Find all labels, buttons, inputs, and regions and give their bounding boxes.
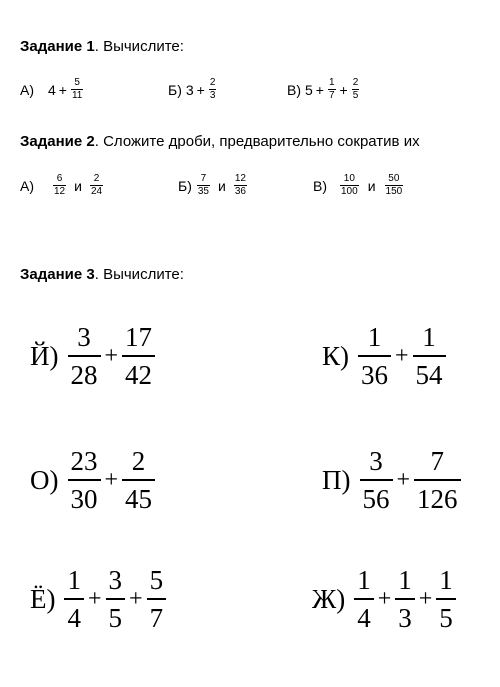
denominator: 5 <box>108 603 123 634</box>
fraction-bar <box>147 598 167 600</box>
numerator: 3 <box>77 322 91 352</box>
plus-sign: + <box>129 585 143 612</box>
item-label: А) <box>20 81 34 98</box>
whole-number: 5 <box>305 81 313 98</box>
fraction <box>354 566 374 633</box>
fraction-bar <box>413 355 446 357</box>
numerator: 6 <box>56 173 63 184</box>
fraction <box>209 78 217 101</box>
numerator: 10 <box>343 173 355 184</box>
numerator: 1 <box>357 565 371 595</box>
task3-title-bold: Задание 3 <box>20 266 95 283</box>
fraction <box>122 447 155 514</box>
fraction <box>414 447 461 514</box>
denominator: 11 <box>71 90 83 101</box>
numerator: 23 <box>70 446 98 476</box>
numerator: 3 <box>369 446 383 476</box>
whole-number: 3 <box>185 81 194 98</box>
task2-title <box>20 133 420 150</box>
numerator: 5 <box>74 77 80 88</box>
task2-item-v <box>313 174 404 197</box>
plus-sign: + <box>395 342 409 369</box>
denominator: 35 <box>197 186 209 197</box>
numerator: 1 <box>439 565 453 595</box>
fraction-bar <box>436 598 456 600</box>
plus-sign: + <box>87 585 102 612</box>
numerator: 1 <box>367 322 382 352</box>
numerator: 7 <box>200 173 207 184</box>
fraction-bar <box>354 598 374 600</box>
conjunction: и <box>74 177 82 194</box>
fraction <box>358 323 391 390</box>
denominator: 3 <box>398 603 412 634</box>
fraction <box>68 447 101 514</box>
denominator: 126 <box>417 484 458 515</box>
fraction-bar <box>106 598 126 600</box>
task3-item-p <box>322 447 462 514</box>
fraction <box>147 566 167 633</box>
denominator: 30 <box>70 484 98 515</box>
fraction <box>413 323 446 390</box>
task3-item-i <box>30 323 156 390</box>
denominator: 36 <box>361 360 388 391</box>
fraction-bar <box>64 598 84 600</box>
plus-sign: + <box>418 585 433 612</box>
fraction <box>436 566 456 633</box>
fraction-bar <box>68 479 101 481</box>
plus-sign: + <box>104 466 119 493</box>
task1-item-a <box>20 78 84 101</box>
plus-sign: + <box>196 81 205 98</box>
plus-sign: + <box>377 585 392 612</box>
plus-sign: + <box>339 81 348 98</box>
numerator: 2 <box>93 173 100 184</box>
item-label: К) <box>322 340 349 371</box>
item-label: П) <box>322 464 351 495</box>
denominator: 5 <box>352 90 359 101</box>
denominator: 7 <box>328 90 335 101</box>
numerator: 3 <box>108 565 123 595</box>
fraction <box>340 174 359 197</box>
fraction <box>395 566 415 633</box>
fraction-bar <box>395 598 415 600</box>
task2-item-b <box>178 174 248 197</box>
denominator: 54 <box>415 360 443 391</box>
fraction <box>360 447 393 514</box>
task3-item-o <box>30 447 156 514</box>
denominator: 150 <box>385 186 403 197</box>
fraction <box>64 566 84 633</box>
task2-title-rest: . Сложите дроби, предварительно сократив их <box>94 133 420 150</box>
task3-item-yo <box>30 566 167 633</box>
numerator: 1 <box>328 77 335 88</box>
fraction <box>234 174 247 197</box>
fraction <box>328 78 336 101</box>
plus-sign: + <box>58 81 67 98</box>
item-label: Й) <box>30 340 59 371</box>
task1-title <box>20 38 184 55</box>
numerator: 50 <box>388 173 400 184</box>
task1-item-b <box>168 78 217 101</box>
fraction <box>53 174 66 197</box>
plus-sign: + <box>315 81 324 98</box>
item-label: В) <box>313 177 327 194</box>
item-label: Ё) <box>30 583 56 614</box>
denominator: 7 <box>149 603 164 634</box>
fraction <box>197 174 210 197</box>
denominator: 3 <box>209 90 216 101</box>
numerator: 2 <box>131 446 146 476</box>
item-label: Б) <box>168 81 182 98</box>
plus-sign: + <box>104 342 119 369</box>
denominator: 100 <box>341 186 358 197</box>
denominator: 36 <box>234 186 246 197</box>
denominator: 24 <box>90 186 103 197</box>
whole-number: 4 <box>48 81 56 98</box>
numerator: 1 <box>422 322 436 352</box>
task1-title-rest: . Вычислите: <box>94 38 184 55</box>
fraction <box>90 174 103 197</box>
fraction <box>122 323 155 390</box>
fraction <box>71 78 83 101</box>
task3-item-zh <box>312 566 457 633</box>
numerator: 2 <box>209 77 216 88</box>
item-label: Б) <box>178 177 192 194</box>
denominator: 56 <box>362 484 390 515</box>
task3-title-rest: . Вычислите: <box>94 266 184 283</box>
fraction <box>106 566 126 633</box>
denominator: 45 <box>125 484 153 515</box>
fraction-bar <box>122 479 155 481</box>
denominator: 42 <box>125 360 153 391</box>
fraction-bar <box>68 355 101 357</box>
fraction <box>385 174 404 197</box>
denominator: 5 <box>439 603 453 634</box>
numerator: 1 <box>398 565 412 595</box>
task1-title-bold: Задание 1 <box>20 38 95 55</box>
numerator: 2 <box>352 77 359 88</box>
fraction <box>68 323 101 390</box>
task2-item-a <box>20 174 104 197</box>
denominator: 4 <box>67 603 81 634</box>
numerator: 7 <box>430 446 445 476</box>
denominator: 28 <box>70 360 98 391</box>
fraction <box>352 78 360 101</box>
fraction-bar <box>358 355 391 357</box>
denominator: 4 <box>357 603 371 634</box>
plus-sign: + <box>396 466 411 493</box>
fraction-bar <box>414 479 461 481</box>
task3-title <box>20 266 184 283</box>
conjunction: и <box>367 177 376 194</box>
numerator: 17 <box>125 322 153 352</box>
fraction-bar <box>122 355 155 357</box>
task1-item-v <box>287 78 360 101</box>
task2-title-bold: Задание 2 <box>20 133 95 150</box>
denominator: 12 <box>54 186 66 197</box>
item-label: О) <box>30 464 59 495</box>
item-label: Ж) <box>312 583 346 614</box>
conjunction: и <box>217 177 226 194</box>
item-label: В) <box>287 81 301 98</box>
task3-item-k <box>322 323 447 390</box>
numerator: 5 <box>149 565 164 595</box>
numerator: 12 <box>234 173 246 184</box>
item-label: А) <box>20 177 34 194</box>
fraction-bar <box>360 479 393 481</box>
numerator: 1 <box>67 565 81 595</box>
